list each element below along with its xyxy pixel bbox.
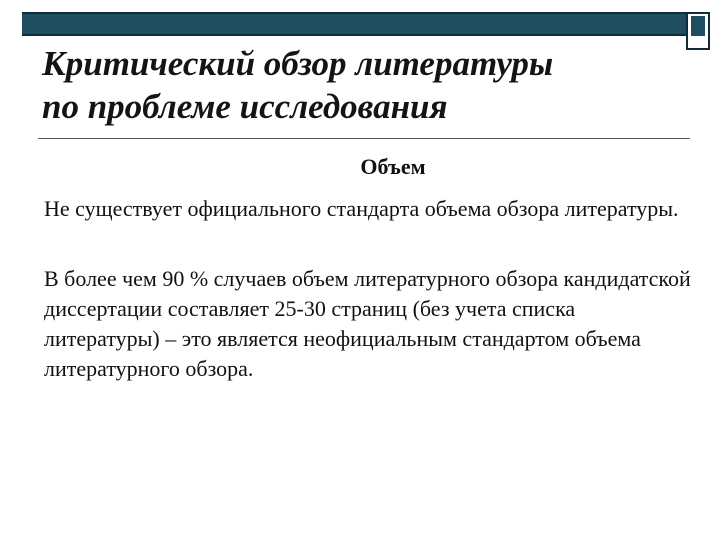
body-paragraph-1: Не существует официального стандарта объема обзора литературы. bbox=[44, 196, 679, 221]
section-heading: Объем bbox=[360, 154, 426, 179]
slide-title bbox=[42, 42, 702, 128]
header-band bbox=[22, 12, 686, 36]
slide-title-line2: по проблеме исследования bbox=[42, 87, 448, 126]
body-paragraph-2: В более чем 90 % случаев объем литературного обзора кандидатской диссертации составляет 25-30 страниц (без учета списка литературы) – это является неофициальным стандартом объема литературного обзора. bbox=[44, 266, 691, 381]
title-divider bbox=[38, 138, 690, 139]
slide-title-line1: Критический обзор литературы bbox=[42, 44, 554, 83]
corner-decoration-fill bbox=[691, 16, 705, 36]
